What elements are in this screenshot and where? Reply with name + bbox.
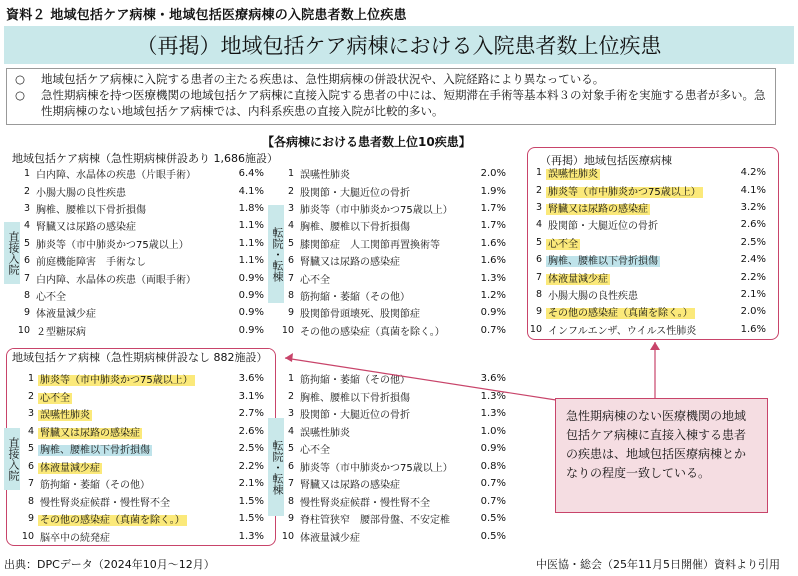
disease-share-percent: 1.1% [238, 255, 264, 267]
disease-name: 誤嚥性肺炎 [548, 169, 598, 181]
connector-arrowhead-left [285, 353, 293, 362]
disease-name: 小腸大腸の良性疾患 [36, 187, 126, 199]
disease-name: 腎臓又は尿路の感染症 [548, 203, 648, 215]
disease-share-percent: 2.0% [740, 306, 766, 318]
disease-share-percent: 0.9% [238, 324, 264, 336]
side-label-direct: 直接入院 [4, 222, 20, 284]
bullet-mark: ○ [15, 72, 26, 86]
disease-name: 心不全 [40, 392, 70, 404]
disease-share-percent: 2.5% [740, 236, 766, 248]
rank-number: 6 [27, 460, 34, 472]
rank-number: 4 [287, 425, 294, 437]
disease-name: 胸椎、腰椎以下骨折損傷 [40, 445, 150, 457]
disease-name: 筋拘縮・萎縮（その他） [300, 291, 410, 303]
disease-share-percent: 2.4% [740, 254, 766, 266]
rank-number: 9 [535, 306, 542, 318]
bullet-text: 地域包括ケア病棟に入院する患者の主たる疾患は、急性期病棟の併設状況や、入院経路により異なっている。 [41, 72, 605, 86]
rank-number: 6 [535, 254, 542, 266]
bullet-text: 急性期病棟を持つ医療機関の地域包括ケア病棟に直接入院する患者の中には、短期滞在手術等基本料３の対象手術を実施する患者が多い。急性期病棟のない地域包括ケア病棟では、内科系疾患の直接入院が比較的多い。 [41, 88, 766, 118]
disease-share-percent: 1.5% [238, 513, 264, 525]
disease-name: 肺炎等（市中肺炎かつ75歳以上） [40, 375, 193, 387]
disease-name: 慢性腎炎症候群・慢性腎不全 [300, 497, 430, 509]
disease-share-percent: 0.9% [480, 307, 506, 319]
disease-share-percent: 3.1% [238, 390, 264, 402]
rank-number: 3 [287, 408, 294, 420]
side-label-transfer: 転院・転棟 [268, 418, 284, 516]
disease-name: 股関節・大腿近位の骨折 [300, 410, 410, 422]
rank-number: 4 [287, 220, 294, 232]
disease-share-percent: 6.4% [238, 168, 264, 180]
disease-name: 肺炎等（市中肺炎かつ75歳以上） [36, 239, 189, 251]
side-label-transfer: 転院・転棟 [268, 205, 284, 303]
rank-number: 7 [23, 272, 30, 284]
disease-name: 肺炎等（市中肺炎かつ75歳以上） [300, 204, 453, 216]
document-title: 資料２ 地域包括ケア病棟・地域包括医療病棟の入院患者数上位疾患 [6, 8, 407, 23]
disease-name: 誤嚥性肺炎 [300, 170, 350, 182]
disease-name: 誤嚥性肺炎 [300, 427, 350, 439]
disease-name: 体液量減少症 [300, 532, 360, 544]
disease-share-percent: 0.9% [238, 272, 264, 284]
disease-share-percent: 0.8% [480, 460, 506, 472]
rank-number: 10 [529, 323, 542, 335]
rank-number: 9 [23, 307, 30, 319]
disease-share-percent: 2.6% [238, 425, 264, 437]
disease-name: 筋拘縮・萎縮（その他） [40, 480, 150, 492]
rank-number: 8 [23, 289, 30, 301]
disease-share-percent: 4.1% [740, 184, 766, 196]
disease-name: 筋拘縮・萎縮（その他） [300, 375, 410, 387]
disease-share-percent: 1.7% [480, 220, 506, 232]
rank-number: 10 [17, 324, 30, 336]
disease-name: 白内障、水晶体の疾患（両眼手術） [36, 274, 196, 286]
rank-number: 7 [27, 478, 34, 490]
rank-number: 2 [23, 185, 30, 197]
disease-share-percent: 1.6% [480, 237, 506, 249]
disease-share-percent: 0.7% [480, 324, 506, 336]
disease-name: インフルエンザ、ウイルス性肺炎 [548, 325, 697, 337]
disease-name: 胸椎、腰椎以下骨折損傷 [300, 392, 410, 404]
rank-number: 7 [287, 272, 294, 284]
disease-share-percent: 1.8% [238, 202, 264, 214]
rank-number: 8 [287, 495, 294, 507]
side-label-direct: 直接入院 [4, 428, 20, 490]
disease-name: ２型糖尿病 [36, 326, 86, 338]
disease-share-percent: 1.3% [238, 530, 264, 542]
disease-name: 誤嚥性肺炎 [40, 410, 90, 422]
rank-number: 8 [27, 495, 34, 507]
disease-share-percent: 2.5% [238, 443, 264, 455]
table-heading: 【各病棟における患者数上位10疾患】 [262, 135, 471, 149]
disease-name: 体液量減少症 [36, 309, 96, 321]
disease-name: 股関節・大腿近位の骨折 [548, 221, 658, 233]
disease-share-percent: 1.3% [480, 272, 506, 284]
rank-number: 8 [287, 289, 294, 301]
disease-share-percent: 1.9% [480, 185, 506, 197]
rank-number: 1 [23, 168, 30, 180]
disease-name: 心不全 [548, 238, 578, 250]
rank-number: 4 [23, 220, 30, 232]
rank-number: 3 [535, 201, 542, 213]
disease-name: 股関節・大腿近位の骨折 [300, 187, 410, 199]
rank-number: 6 [287, 460, 294, 472]
disease-share-percent: 2.6% [740, 219, 766, 231]
disease-name: 小腸大腸の良性疾患 [548, 290, 638, 302]
rank-number: 1 [287, 168, 294, 180]
disease-name: 腎臓又は尿路の感染症 [40, 427, 140, 439]
rank-number: 5 [535, 236, 542, 248]
disease-share-percent: 3.6% [480, 373, 506, 385]
rank-number: 7 [287, 478, 294, 490]
rank-number: 1 [27, 373, 34, 385]
rank-number: 3 [27, 408, 34, 420]
source-note: 出典：DPCデータ（2024年10月～12月） [4, 558, 215, 571]
callout-box: 急性期病棟のない医療機関の地域包括ケア病棟に直接入棟する患者の疾患は、地域包括医療病棟とかなりの程度一致している。 [555, 398, 768, 513]
disease-name: その他の感染症（真菌を除く。） [300, 326, 445, 338]
rank-number: 5 [287, 443, 294, 455]
disease-share-percent: 1.7% [480, 202, 506, 214]
rank-number: 4 [535, 219, 542, 231]
disease-name: 体液量減少症 [40, 462, 100, 474]
rank-number: 5 [23, 237, 30, 249]
section-title-comprehensive: （再掲）地域包括医療病棟 [540, 154, 672, 167]
disease-name: 腎臓又は尿路の感染症 [36, 222, 136, 234]
rank-number: 2 [287, 185, 294, 197]
rank-number: 2 [27, 390, 34, 402]
disease-name: 白内障、水晶体の疾患（片眼手術） [36, 170, 196, 182]
rank-number: 8 [535, 288, 542, 300]
disease-name: 胸椎、腰椎以下骨折損傷 [300, 222, 410, 234]
disease-name: 心不全 [300, 445, 330, 457]
disease-share-percent: 3.2% [740, 201, 766, 213]
disease-share-percent: 1.5% [238, 495, 264, 507]
disease-share-percent: 1.3% [480, 408, 506, 420]
disease-share-percent: 3.6% [238, 373, 264, 385]
disease-name: 脊柱管狭窄 腰部骨盤、不安定椎 [300, 515, 450, 527]
disease-name: 脳卒中の続発症 [40, 532, 110, 544]
disease-share-percent: 0.7% [480, 478, 506, 490]
rank-number: 6 [287, 255, 294, 267]
disease-name: 肺炎等（市中肺炎かつ75歳以上） [300, 462, 453, 474]
disease-share-percent: 0.9% [480, 443, 506, 455]
connector-arrowhead-right [650, 342, 660, 350]
disease-name: 胸椎、腰椎以下骨折損傷 [36, 204, 146, 216]
rank-number: 9 [27, 513, 34, 525]
disease-name: その他の感染症（真菌を除く。） [40, 515, 185, 527]
section-title-no-acute: 地域包括ケア病棟（急性期病棟併設なし 882施設） [12, 351, 268, 364]
disease-name: 胸椎、腰椎以下骨折損傷 [548, 256, 658, 268]
rank-number: 2 [287, 390, 294, 402]
slide-banner-title: （再掲）地域包括ケア病棟における入院患者数上位疾患 [4, 26, 794, 64]
disease-share-percent: 1.2% [480, 289, 506, 301]
disease-share-percent: 0.7% [480, 495, 506, 507]
disease-share-percent: 2.1% [238, 478, 264, 490]
disease-name: 前庭機能障害 手術なし [36, 257, 146, 269]
disease-name: 心不全 [36, 291, 66, 303]
disease-name: その他の感染症（真菌を除く。） [548, 308, 693, 320]
rank-number: 5 [27, 443, 34, 455]
rank-number: 7 [535, 271, 542, 283]
disease-share-percent: 2.2% [740, 271, 766, 283]
disease-name: 慢性腎炎症候群・慢性腎不全 [40, 497, 170, 509]
disease-name: 腎臓又は尿路の感染症 [300, 480, 400, 492]
rank-number: 3 [23, 202, 30, 214]
disease-share-percent: 2.2% [238, 460, 264, 472]
rank-number: 10 [281, 324, 294, 336]
disease-name: 膝関節症 人工関節再置換術等 [300, 239, 440, 251]
disease-share-percent: 4.2% [740, 167, 766, 179]
disease-name: 肺炎等（市中肺炎かつ75歳以上） [548, 186, 701, 198]
rank-number: 10 [21, 530, 34, 542]
disease-name: 腎臓又は尿路の感染症 [300, 257, 400, 269]
rank-number: 9 [287, 513, 294, 525]
disease-name: 股関節骨頭壊死、股関節症 [300, 309, 420, 321]
section-title-with-acute: 地域包括ケア病棟（急性期病棟併設あり 1,686施設） [12, 152, 278, 165]
disease-share-percent: 4.1% [238, 185, 264, 197]
rank-number: 6 [23, 255, 30, 267]
rank-number: 10 [281, 530, 294, 542]
disease-name: 体液量減少症 [548, 273, 608, 285]
rank-number: 5 [287, 237, 294, 249]
rank-number: 1 [287, 373, 294, 385]
citation-note: 中医協・総会（25年11月5日開催）資料より引用 [536, 558, 780, 571]
disease-share-percent: 1.1% [238, 237, 264, 249]
disease-share-percent: 2.1% [740, 288, 766, 300]
rank-number: 3 [287, 202, 294, 214]
disease-share-percent: 0.5% [480, 530, 506, 542]
bullet-mark: ○ [15, 88, 26, 102]
disease-share-percent: 1.3% [480, 390, 506, 402]
disease-share-percent: 0.9% [238, 307, 264, 319]
rank-number: 9 [287, 307, 294, 319]
disease-share-percent: 2.7% [238, 408, 264, 420]
rank-number: 4 [27, 425, 34, 437]
disease-share-percent: 1.6% [480, 255, 506, 267]
connector-line-left [285, 358, 556, 400]
disease-share-percent: 1.1% [238, 220, 264, 232]
disease-share-percent: 0.5% [480, 513, 506, 525]
rank-number: 1 [535, 167, 542, 179]
disease-share-percent: 2.0% [480, 168, 506, 180]
disease-name: 心不全 [300, 274, 330, 286]
disease-share-percent: 1.6% [740, 323, 766, 335]
disease-share-percent: 0.9% [238, 289, 264, 301]
disease-share-percent: 1.0% [480, 425, 506, 437]
rank-number: 2 [535, 184, 542, 196]
